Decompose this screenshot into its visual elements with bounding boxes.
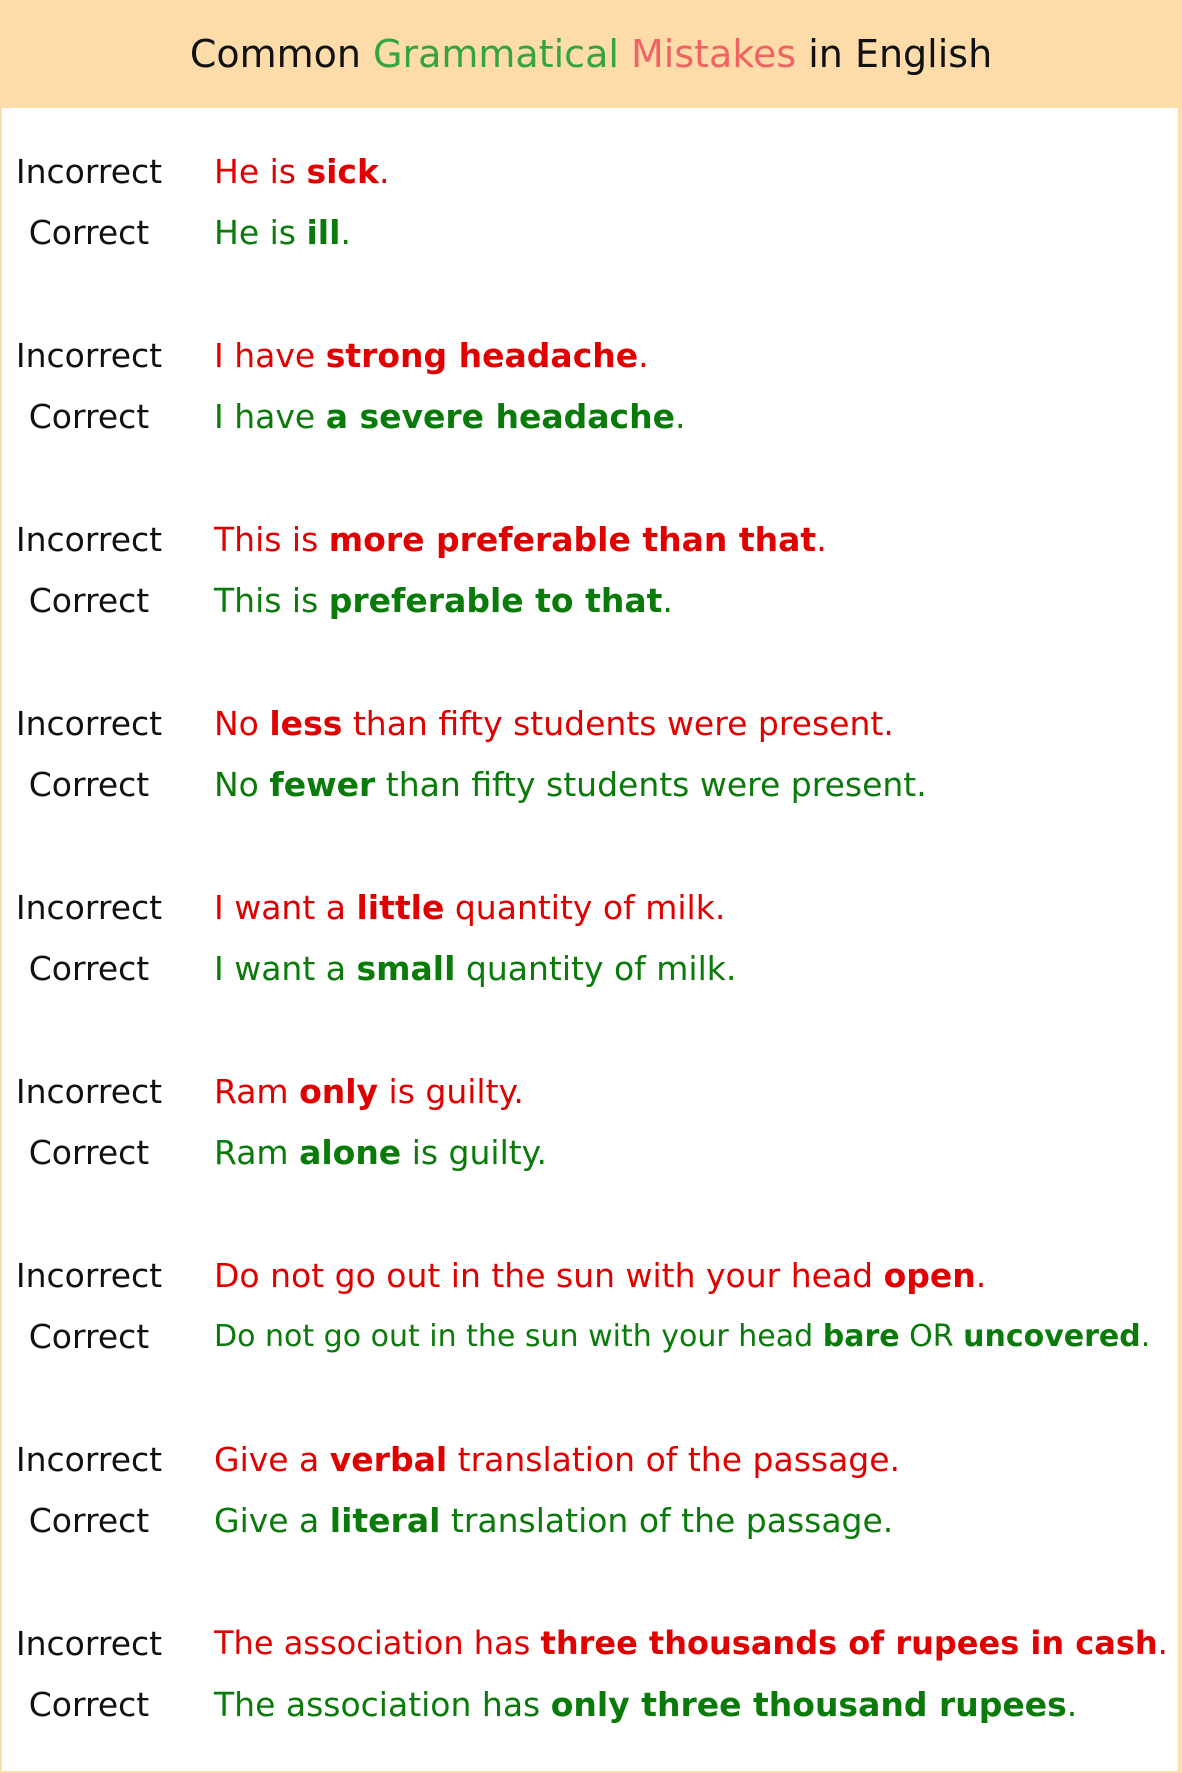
sentence-text: Ram (214, 1132, 300, 1172)
incorrect-row (2, 1245, 1178, 1305)
correct-label: Correct (28, 948, 150, 988)
highlighted-word: open (883, 1255, 976, 1295)
highlighted-word: fewer (269, 764, 376, 804)
highlighted-word: a severe headache (325, 396, 675, 436)
sentence-text: is guilty. (378, 1071, 524, 1111)
correct-row (2, 202, 1178, 262)
incorrect-row (2, 1061, 1178, 1121)
sentence-text: He is (214, 151, 307, 191)
sentence-text: This is (214, 580, 329, 620)
incorrect-label: Incorrect (15, 1439, 163, 1479)
correct-sentence (214, 1133, 547, 1172)
correct-label: Correct (28, 1500, 150, 1540)
sentence-text: Do not go out in the sun with your head (214, 1318, 823, 1354)
correct-sentence (214, 213, 351, 252)
correct-sentence (214, 397, 685, 436)
incorrect-row (2, 1613, 1178, 1673)
incorrect-sentence (214, 336, 649, 375)
incorrect-row (2, 1429, 1178, 1489)
sentence-text: . (1157, 1624, 1168, 1662)
sentence-text: . (674, 396, 686, 436)
correct-label: Correct (28, 580, 150, 620)
sentence-text: . (378, 151, 390, 191)
page-title (0, 0, 1182, 108)
highlighted-word: only three thousand rupees (550, 1684, 1067, 1724)
highlighted-word: bare (822, 1318, 900, 1354)
correct-label: Correct (28, 396, 150, 436)
sentence-text: No (214, 764, 270, 804)
incorrect-row (2, 509, 1178, 569)
incorrect-sentence (214, 888, 725, 927)
correct-label: Correct (28, 212, 150, 252)
sentence-text: . (816, 519, 827, 559)
sentence-text: No (214, 703, 270, 743)
incorrect-sentence (214, 1624, 1168, 1662)
correct-row (2, 938, 1178, 998)
correct-row (2, 570, 1178, 630)
sentence-text: translation of the passage. (440, 1500, 894, 1540)
sentence-text: quantity of milk. (455, 948, 737, 988)
incorrect-label: Incorrect (15, 887, 163, 927)
sentence-text: . (975, 1255, 987, 1295)
correct-label: Correct (28, 764, 150, 804)
incorrect-row (2, 141, 1178, 201)
highlighted-word: less (269, 703, 343, 743)
correct-sentence (214, 765, 927, 804)
sentence-text: . (1140, 1318, 1151, 1354)
sentence-text: The association has (214, 1684, 551, 1724)
incorrect-label: Incorrect (15, 1623, 163, 1663)
sentence-text: I have (214, 335, 326, 375)
incorrect-sentence (214, 520, 827, 559)
correct-row (2, 386, 1178, 446)
sentence-text: . (340, 212, 351, 252)
sentence-text: . (662, 580, 673, 620)
incorrect-sentence (214, 1072, 524, 1111)
sentence-text: Do not go out in the sun with your head (214, 1255, 884, 1295)
incorrect-label: Incorrect (15, 703, 163, 743)
highlighted-word: more preferable than that (328, 519, 817, 559)
correct-row (2, 1306, 1178, 1366)
correct-label: Correct (28, 1132, 150, 1172)
sentence-text: than fifty students were present. (342, 703, 894, 743)
sentence-text: I have (214, 396, 326, 436)
highlighted-word: uncovered (963, 1318, 1141, 1354)
sentence-text: This is (214, 519, 329, 559)
correct-row (2, 1490, 1178, 1550)
sentence-text: OR (899, 1318, 964, 1354)
incorrect-row (2, 693, 1178, 753)
title-part: Common (189, 32, 374, 76)
incorrect-sentence (214, 1256, 986, 1295)
highlighted-word: sick (306, 151, 379, 191)
content-card (2, 108, 1178, 1771)
sentence-text: is guilty. (401, 1132, 547, 1172)
incorrect-label: Incorrect (15, 1071, 163, 1111)
sentence-text: . (1066, 1684, 1078, 1724)
correct-sentence (214, 949, 736, 988)
highlighted-word: verbal (329, 1439, 448, 1479)
sentence-text: than fifty students were present. (375, 764, 927, 804)
sentence-text: I want a (214, 887, 357, 927)
sentence-text: Give a (214, 1439, 330, 1479)
sentence-text: translation of the passage. (447, 1439, 901, 1479)
incorrect-sentence (214, 1440, 900, 1479)
correct-sentence (214, 1319, 1150, 1354)
incorrect-label: Incorrect (15, 1255, 163, 1295)
highlighted-word: ill (306, 212, 341, 252)
highlighted-word: little (356, 887, 445, 927)
incorrect-sentence (214, 152, 389, 191)
correct-sentence (214, 1685, 1077, 1724)
sentence-text: I want a (214, 948, 357, 988)
incorrect-label: Incorrect (15, 335, 163, 375)
correct-row (2, 754, 1178, 814)
highlighted-word: literal (329, 1500, 441, 1540)
incorrect-row (2, 877, 1178, 937)
highlighted-word: small (356, 948, 456, 988)
incorrect-sentence (214, 704, 894, 743)
incorrect-label: Incorrect (15, 151, 163, 191)
sentence-text: The association has (214, 1624, 541, 1662)
sentence-text: quantity of milk. (444, 887, 726, 927)
correct-label: Correct (28, 1684, 150, 1724)
correct-label: Correct (28, 1316, 150, 1356)
title-part: in English (808, 32, 993, 76)
title-part: Grammatical (373, 32, 631, 76)
sentence-text: Give a (214, 1500, 330, 1540)
correct-row (2, 1674, 1178, 1734)
correct-row (2, 1122, 1178, 1182)
highlighted-word: alone (299, 1132, 402, 1172)
highlighted-word: preferable to that (328, 580, 663, 620)
sentence-text: He is (214, 212, 307, 252)
highlighted-word: only (299, 1071, 379, 1111)
highlighted-word: strong headache (325, 335, 639, 375)
highlighted-word: three thousands of rupees in cash (540, 1624, 1158, 1662)
incorrect-row (2, 325, 1178, 385)
title-part: Mistakes (631, 32, 809, 76)
correct-sentence (214, 1501, 893, 1540)
incorrect-label: Incorrect (15, 519, 163, 559)
sentence-text: . (638, 335, 649, 375)
correct-sentence (214, 581, 673, 620)
sentence-text: Ram (214, 1071, 300, 1111)
